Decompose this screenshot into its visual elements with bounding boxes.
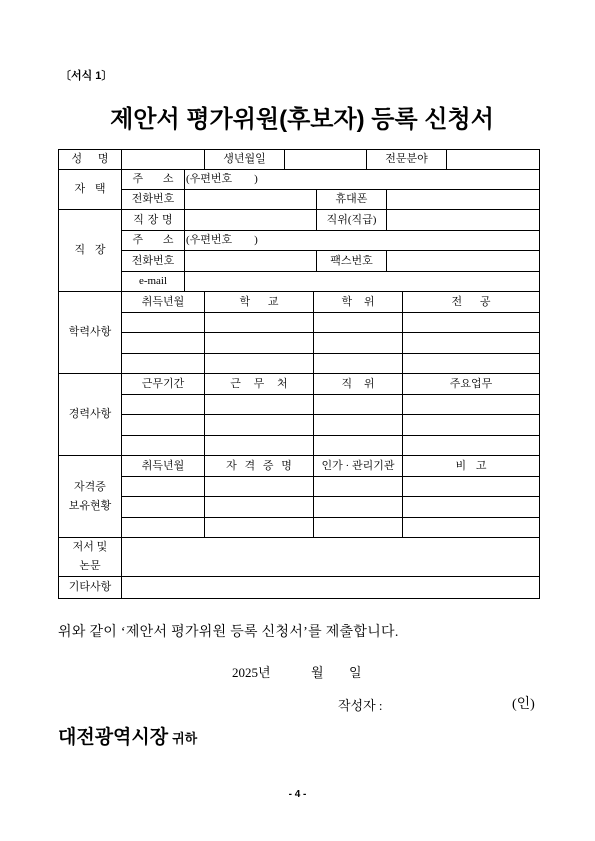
certification-row xyxy=(59,477,540,497)
certification-header-date: 취득년월 xyxy=(122,456,205,477)
certification-cell xyxy=(122,518,205,538)
education-cell xyxy=(205,313,314,333)
other-label: 기타사항 xyxy=(59,577,122,599)
career-header-row xyxy=(59,374,540,395)
work-email-row xyxy=(59,272,540,292)
education-cell xyxy=(403,313,540,333)
birth-date-field xyxy=(285,150,367,170)
misc-table xyxy=(58,537,540,599)
career-header-period: 근무기간 xyxy=(122,374,205,395)
education-header-degree: 학 위 xyxy=(314,292,403,313)
career-row xyxy=(59,436,540,456)
home-phone-field xyxy=(185,190,317,210)
education-cell xyxy=(205,333,314,354)
date-month: 월 xyxy=(311,665,324,680)
home-phone-label: 전화번호 xyxy=(122,190,185,210)
email-label: e-mail xyxy=(122,272,185,292)
certification-label-line-1: 자격증 xyxy=(74,480,106,493)
career-cell xyxy=(403,395,540,415)
publications-field xyxy=(122,538,540,577)
certification-header-issuer: 인가 · 관리기관 xyxy=(314,456,403,477)
career-cell xyxy=(403,415,540,436)
addressee-honorific: 귀하 xyxy=(172,731,198,746)
career-cell xyxy=(122,395,205,415)
education-cell xyxy=(314,354,403,374)
publications-label xyxy=(59,538,122,577)
education-cell xyxy=(122,333,205,354)
page-title: 제안서 평가위원(후보자) 등록 신청서 xyxy=(110,106,494,133)
addressee xyxy=(58,726,197,751)
education-cell xyxy=(403,354,540,374)
mobile-label: 휴대폰 xyxy=(317,190,387,210)
certification-cell xyxy=(122,477,205,497)
career-header-workplace: 근 무 처 xyxy=(205,374,314,395)
career-header-position: 직 위 xyxy=(314,374,403,395)
home-section-label: 자 택 xyxy=(59,170,122,210)
career-cell xyxy=(403,436,540,456)
form-number: 〔서식 1〕 xyxy=(60,70,113,82)
date-year: 2025년 xyxy=(232,665,271,680)
work-phone-label: 전화번호 xyxy=(122,251,185,272)
company-name-field xyxy=(185,210,317,231)
education-cell xyxy=(122,354,205,374)
certification-row xyxy=(59,497,540,518)
fax-label: 팩스번호 xyxy=(317,251,387,272)
publications-row xyxy=(59,538,540,577)
certification-cell xyxy=(403,477,540,497)
work-address-row xyxy=(59,231,540,251)
career-cell xyxy=(314,436,403,456)
home-postcode-field: (우편번호 ) xyxy=(185,170,540,190)
contact-table xyxy=(58,169,540,292)
certification-label-line-2: 보유현황 xyxy=(68,499,112,512)
name-field xyxy=(122,150,205,170)
publications-label-line-1: 저서 및 xyxy=(72,541,108,553)
certification-cell xyxy=(122,497,205,518)
education-header-major: 전 공 xyxy=(403,292,540,313)
history-table xyxy=(58,291,540,538)
page-number: - 4 - xyxy=(288,789,307,800)
career-cell xyxy=(122,415,205,436)
certification-header-row xyxy=(59,456,540,477)
career-cell xyxy=(314,395,403,415)
addressee-name: 대전광역시장 xyxy=(58,727,169,748)
home-address-row xyxy=(59,170,540,190)
certification-cell xyxy=(314,477,403,497)
career-cell xyxy=(122,436,205,456)
career-row xyxy=(59,415,540,436)
career-cell xyxy=(205,415,314,436)
company-name-label: 직 장 명 xyxy=(122,210,185,231)
name-label: 성 명 xyxy=(59,150,122,170)
work-phone-row xyxy=(59,251,540,272)
career-cell xyxy=(205,436,314,456)
education-row xyxy=(59,313,540,333)
specialty-label: 전문분야 xyxy=(367,150,447,170)
date-day: 일 xyxy=(349,665,362,680)
job-position-label: 직위(직급) xyxy=(317,210,387,231)
education-row xyxy=(59,354,540,374)
work-phone-field xyxy=(185,251,317,272)
education-section-label: 학력사항 xyxy=(59,292,122,374)
certification-row xyxy=(59,518,540,538)
mobile-field xyxy=(387,190,540,210)
education-header-row xyxy=(59,292,540,313)
education-row xyxy=(59,333,540,354)
home-address-label: 주 소 xyxy=(122,170,185,190)
other-field xyxy=(122,577,540,599)
work-postcode-field: (우편번호 ) xyxy=(185,231,540,251)
certification-cell xyxy=(205,477,314,497)
education-cell xyxy=(122,313,205,333)
seal-mark: (인) xyxy=(512,697,535,712)
certification-cell xyxy=(403,497,540,518)
birth-date-label: 생년월일 xyxy=(205,150,285,170)
publications-label-line-2: 논문 xyxy=(79,560,101,572)
specialty-field xyxy=(447,150,540,170)
career-section-label: 경력사항 xyxy=(59,374,122,456)
career-row xyxy=(59,395,540,415)
other-row xyxy=(59,577,540,599)
certification-cell xyxy=(403,518,540,538)
home-phone-row xyxy=(59,190,540,210)
work-section-label: 직 장 xyxy=(59,210,122,292)
education-cell xyxy=(205,354,314,374)
education-cell xyxy=(314,333,403,354)
certification-header-name: 자 격 증 명 xyxy=(205,456,314,477)
author-label: 작성자 : xyxy=(338,698,383,713)
basic-info-row xyxy=(59,150,540,170)
certification-section-label xyxy=(59,456,122,538)
certification-cell xyxy=(205,518,314,538)
registration-form xyxy=(58,149,539,599)
submission-statement: 위와 같이 ‘제안서 평가위원 등록 신청서’를 제출합니다. xyxy=(58,625,399,640)
career-header-duties: 주요업무 xyxy=(403,374,540,395)
career-cell xyxy=(205,395,314,415)
work-company-row xyxy=(59,210,540,231)
education-header-school: 학 교 xyxy=(205,292,314,313)
fax-field xyxy=(387,251,540,272)
work-address-label: 주 소 xyxy=(122,231,185,251)
certification-cell xyxy=(205,497,314,518)
certification-cell xyxy=(314,518,403,538)
education-header-date: 취득년월 xyxy=(122,292,205,313)
job-position-field xyxy=(387,210,540,231)
career-cell xyxy=(314,415,403,436)
basic-info-table xyxy=(58,149,540,170)
education-cell xyxy=(403,333,540,354)
education-cell xyxy=(314,313,403,333)
email-field xyxy=(185,272,540,292)
certification-cell xyxy=(314,497,403,518)
certification-header-remarks: 비 고 xyxy=(403,456,540,477)
